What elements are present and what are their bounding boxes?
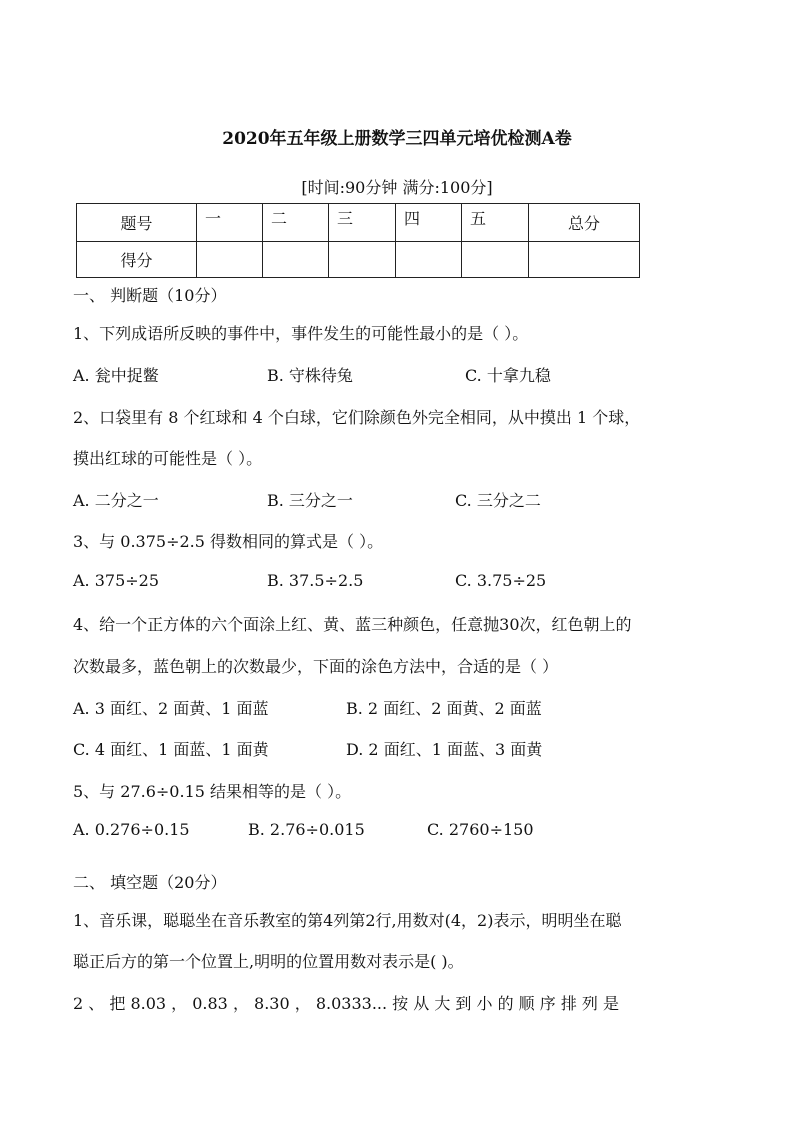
score-cell[interactable] xyxy=(396,242,462,278)
option-1-1-c: C. 十拿九稳 xyxy=(465,366,551,385)
score-cell[interactable] xyxy=(462,242,529,278)
option-1-3-a: A. 375÷25 xyxy=(73,571,160,590)
option-1-5-b: B. 2.76÷0.015 xyxy=(248,820,365,839)
question-1-3: 3、与 0.375÷2.5 得数相同的算式是（ ）。 xyxy=(73,532,384,551)
time-and-score-info: [时间:90分钟 满分:100分] xyxy=(301,178,493,197)
question-2-1-line2: 聪正后方的第一个位置上,明明的位置用数对表示是( )。 xyxy=(73,952,464,971)
section1-heading: 一、 判断题（10分） xyxy=(73,286,227,305)
option-1-5-c: C. 2760÷150 xyxy=(427,820,534,839)
score-label: 得分 xyxy=(77,242,197,278)
score-cell[interactable] xyxy=(197,242,263,278)
score-table-score-row xyxy=(77,242,640,278)
column-header: 一 xyxy=(197,204,263,242)
score-cell[interactable] xyxy=(263,242,329,278)
score-table-header-row xyxy=(77,204,640,242)
document-title: 2020年五年级上册数学三四单元培优检测A卷 xyxy=(222,129,572,149)
question-number-label: 题号 xyxy=(77,204,197,242)
option-1-3-b: B. 37.5÷2.5 xyxy=(267,571,364,590)
question-1-1: 1、下列成语所反映的事件中，事件发生的可能性最小的是（ ）。 xyxy=(73,324,529,343)
option-1-4-c: C. 4 面红、1 面蓝、1 面黄 xyxy=(73,740,269,759)
option-1-1-b: B. 守株待兔 xyxy=(267,366,353,385)
score-table xyxy=(76,203,640,278)
question-1-2-line2: 摸出红球的可能性是（ ）。 xyxy=(73,449,263,468)
option-1-2-b: B. 三分之一 xyxy=(267,491,353,510)
question-1-4-line2: 次数最多，蓝色朝上的次数最少，下面的涂色方法中，合适的是（ ） xyxy=(73,657,559,676)
section2-heading: 二、 填空题（20分） xyxy=(73,873,227,892)
option-1-1-a: A. 瓮中捉鳖 xyxy=(73,366,159,385)
option-1-5-a: A. 0.276÷0.15 xyxy=(73,820,190,839)
option-1-2-c: C. 三分之二 xyxy=(455,491,541,510)
question-1-2-line1: 2、口袋里有 8 个红球和 4 个白球，它们除颜色外完全相同，从中摸出 1 个球， xyxy=(73,408,641,427)
total-score-cell[interactable] xyxy=(529,242,640,278)
column-header: 四 xyxy=(396,204,462,242)
question-1-5: 5、与 27.6÷0.15 结果相等的是（ ）。 xyxy=(73,782,352,801)
column-header: 三 xyxy=(329,204,396,242)
option-1-4-d: D. 2 面红、1 面蓝、3 面黄 xyxy=(346,740,543,759)
option-1-3-c: C. 3.75÷25 xyxy=(455,571,547,590)
option-1-4-a: A. 3 面红、2 面黄、1 面蓝 xyxy=(73,699,269,718)
column-header: 五 xyxy=(462,204,529,242)
question-2-2-line1: 2 、 把 8.03 ， 0.83 ， 8.30 ， 8.0333... 按 从 大 到 小 的 顺 序 排 列 是 xyxy=(73,994,620,1013)
column-header: 二 xyxy=(263,204,329,242)
option-1-4-b: B. 2 面红、2 面黄、2 面蓝 xyxy=(346,699,542,718)
question-2-1-line1: 1、音乐课，聪聪坐在音乐教室的第4列第2行,用数对(4，2)表示，明明坐在聪 xyxy=(73,911,622,930)
total-score-label: 总分 xyxy=(529,204,640,242)
option-1-2-a: A. 二分之一 xyxy=(73,491,159,510)
score-cell[interactable] xyxy=(329,242,396,278)
question-1-4-line1: 4、给一个正方体的六个面涂上红、黄、蓝三种颜色，任意抛30次，红色朝上的 xyxy=(73,615,632,634)
